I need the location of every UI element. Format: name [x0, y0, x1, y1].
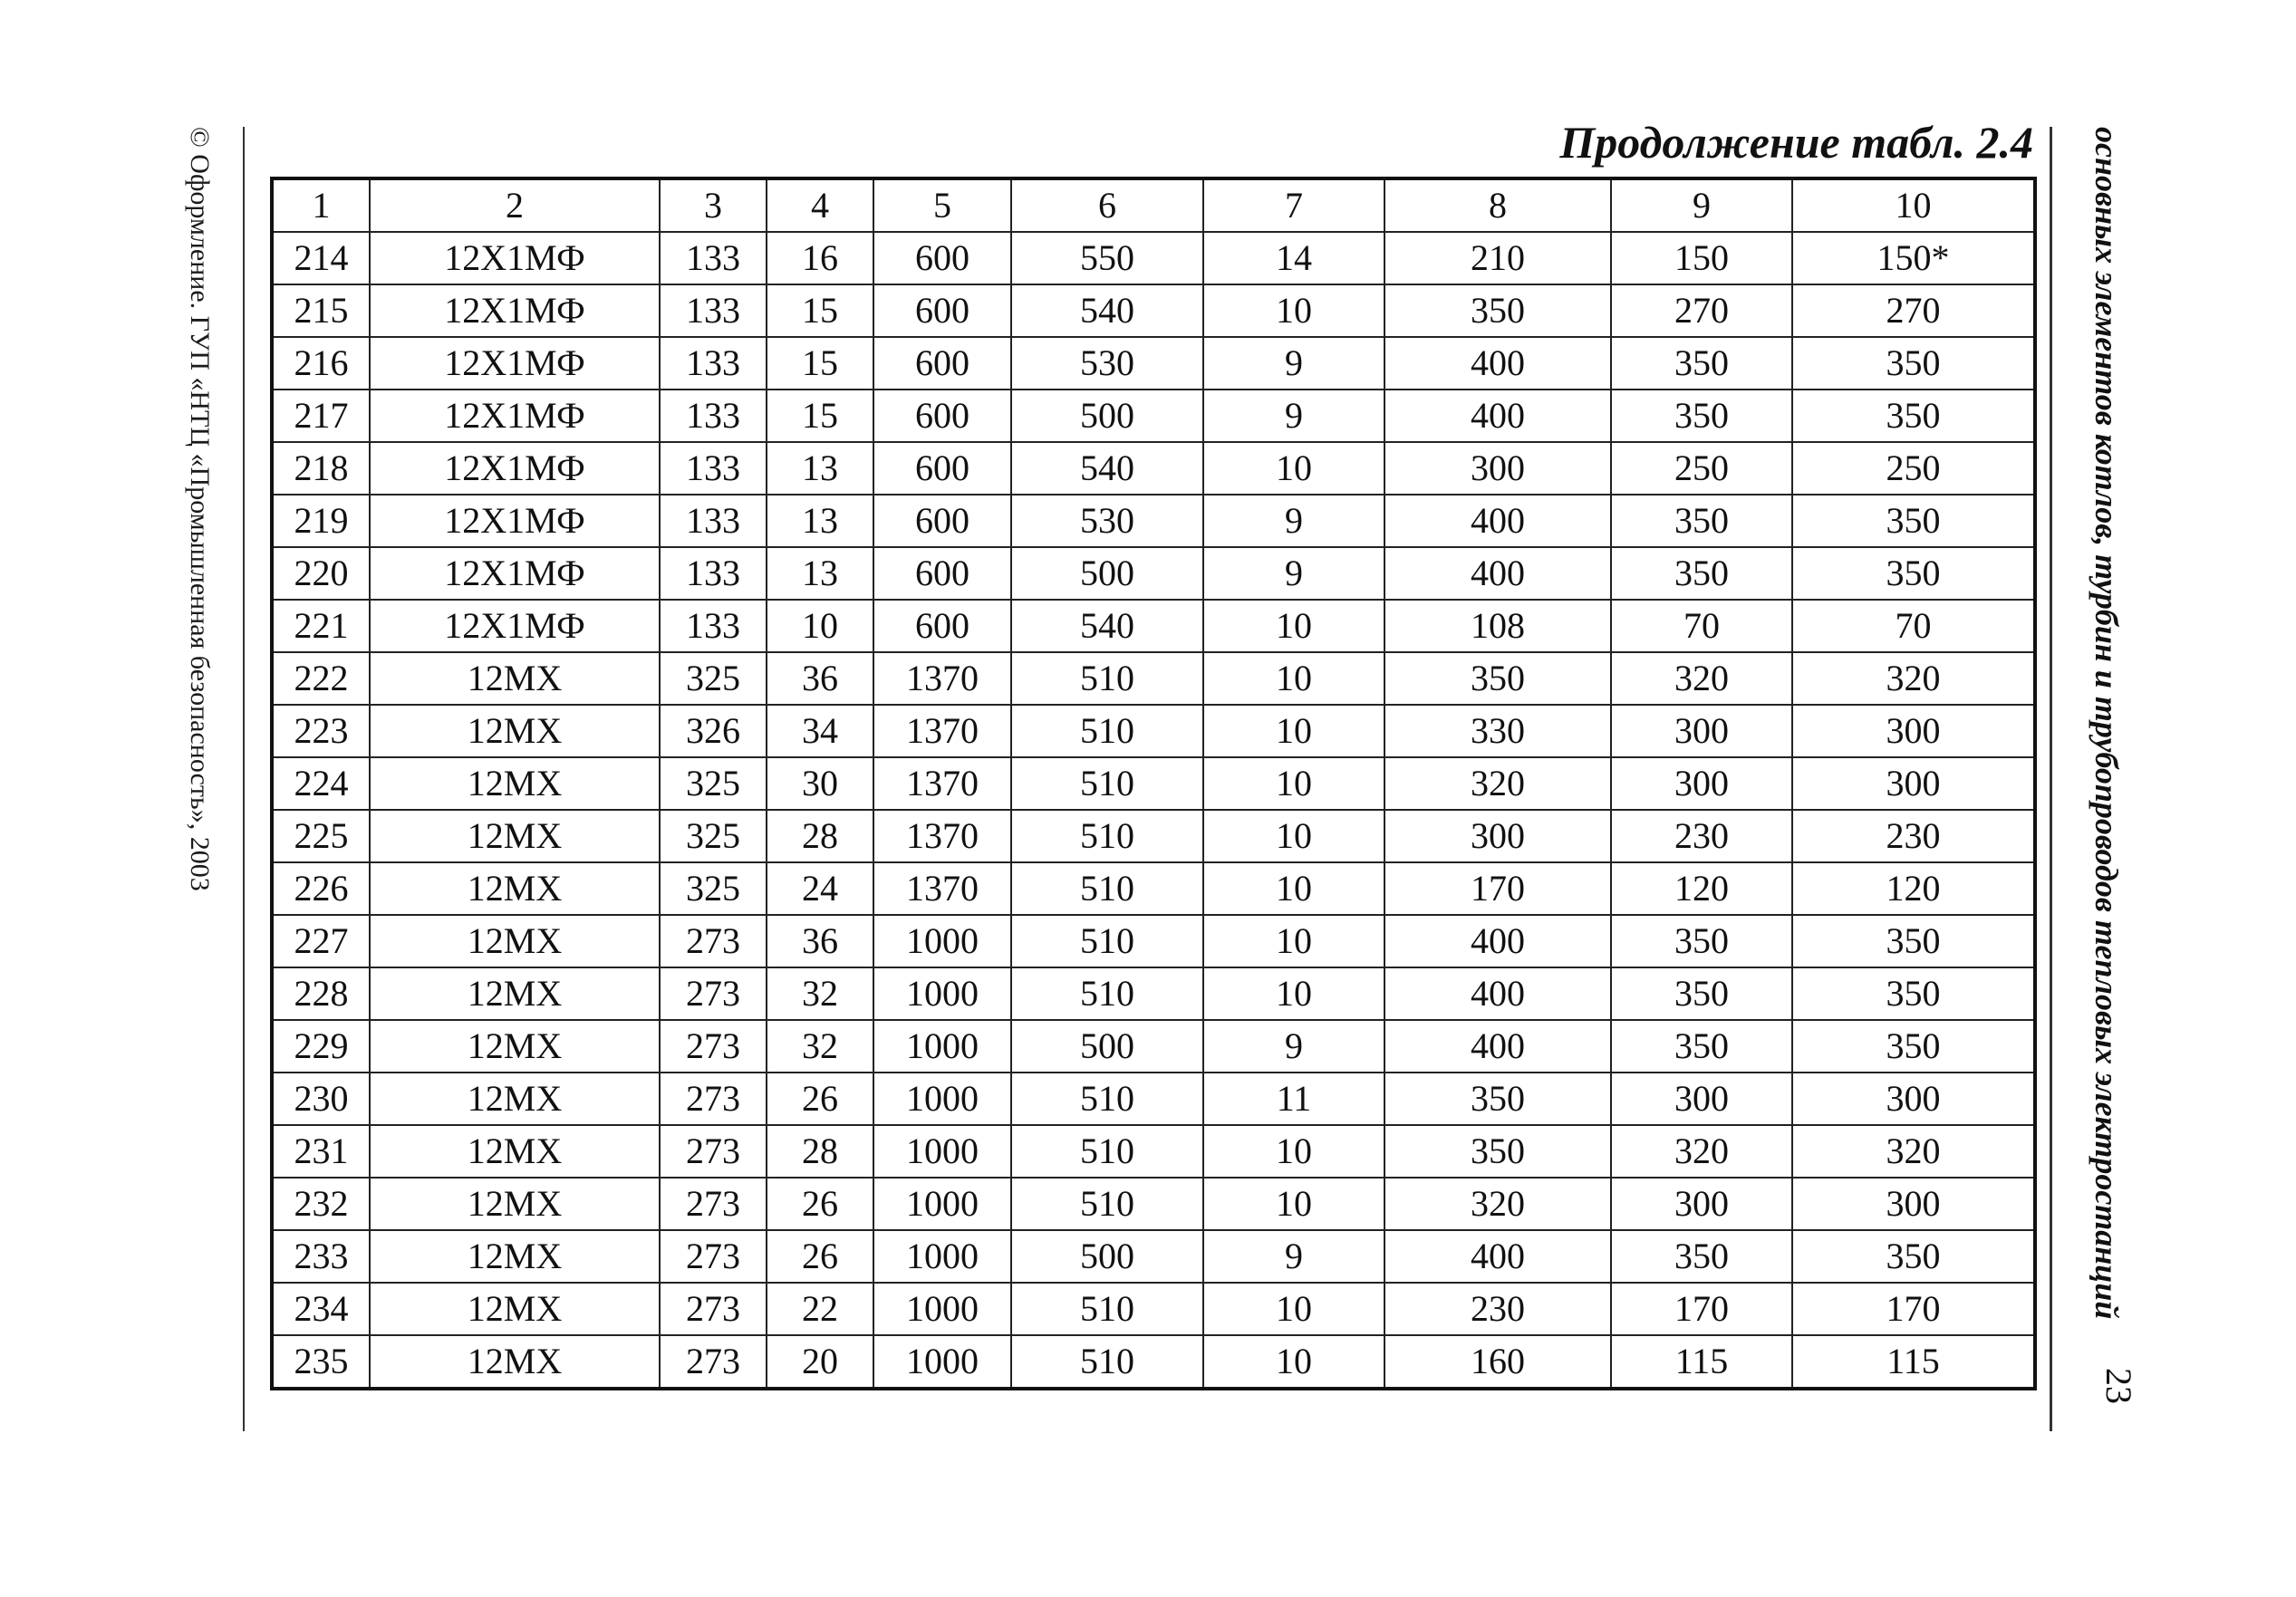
- table-cell: 320: [1792, 652, 2035, 705]
- table-cell: 540: [1011, 442, 1203, 495]
- table-cell: 500: [1011, 1230, 1203, 1283]
- table-cell: 600: [873, 390, 1011, 442]
- table-cell: 400: [1384, 337, 1611, 390]
- table-cell: 350: [1792, 495, 2035, 547]
- table-cell: 1000: [873, 967, 1011, 1020]
- table-cell: 350: [1384, 1125, 1611, 1178]
- table-cell: 12МХ: [370, 1230, 660, 1283]
- table-cell: 231: [272, 1125, 370, 1178]
- table-cell: 273: [660, 967, 767, 1020]
- table-cell: 227: [272, 915, 370, 967]
- table-cell: 1000: [873, 915, 1011, 967]
- table-cell: 300: [1384, 810, 1611, 862]
- table-cell: 326: [660, 705, 767, 757]
- table-cell: 120: [1611, 862, 1792, 915]
- table-cell: 320: [1384, 757, 1611, 810]
- table-cell: 500: [1011, 390, 1203, 442]
- table-cell: 9: [1203, 1230, 1384, 1283]
- table-cell: 350: [1611, 337, 1792, 390]
- table-cell: 133: [660, 232, 767, 284]
- table-cell: 500: [1011, 547, 1203, 600]
- column-header: 8: [1384, 178, 1611, 232]
- table-cell: 273: [660, 1335, 767, 1389]
- table-cell: 350: [1611, 390, 1792, 442]
- table-row: [272, 705, 2035, 757]
- table-cell: 9: [1203, 547, 1384, 600]
- table-cell: 300: [1792, 705, 2035, 757]
- table-cell: 510: [1011, 1073, 1203, 1125]
- table-cell: 10: [1203, 442, 1384, 495]
- table-caption: Продолжение табл. 2.4: [1559, 117, 2033, 168]
- table-cell: 600: [873, 442, 1011, 495]
- table-cell: 10: [1203, 967, 1384, 1020]
- table-cell: 350: [1611, 495, 1792, 547]
- table-cell: 224: [272, 757, 370, 810]
- table-cell: 350: [1384, 284, 1611, 337]
- table-row: [272, 810, 2035, 862]
- table-cell: 1370: [873, 705, 1011, 757]
- table-cell: 10: [1203, 810, 1384, 862]
- table-cell: 15: [767, 337, 873, 390]
- table-cell: 12МХ: [370, 705, 660, 757]
- table-cell: 11: [1203, 1073, 1384, 1125]
- table-cell: 350: [1792, 1230, 2035, 1283]
- table-cell: 510: [1011, 1178, 1203, 1230]
- column-header: 2: [370, 178, 660, 232]
- page-number: 23: [2098, 1368, 2139, 1404]
- table-cell: 350: [1792, 967, 2035, 1020]
- table-cell: 216: [272, 337, 370, 390]
- table-cell: 1370: [873, 862, 1011, 915]
- table-cell: 20: [767, 1335, 873, 1389]
- table-cell: 12МХ: [370, 810, 660, 862]
- table-cell: 36: [767, 915, 873, 967]
- table-cell: 300: [1611, 757, 1792, 810]
- table-cell: 300: [1611, 705, 1792, 757]
- table-cell: 229: [272, 1020, 370, 1073]
- table-cell: 300: [1384, 442, 1611, 495]
- table-row: [272, 232, 2035, 284]
- column-header: 7: [1203, 178, 1384, 232]
- table-cell: 12МХ: [370, 1125, 660, 1178]
- copyright-note: © Оформление. ГУП «НТЦ «Промышленная безопасность», 2003: [185, 127, 215, 891]
- table-row: [272, 652, 2035, 705]
- table-cell: 9: [1203, 495, 1384, 547]
- table-cell: 133: [660, 442, 767, 495]
- table-cell: 325: [660, 862, 767, 915]
- table-cell: 170: [1611, 1283, 1792, 1335]
- table-cell: 350: [1792, 915, 2035, 967]
- table-cell: 270: [1611, 284, 1792, 337]
- left-margin-rule: [243, 127, 245, 1431]
- table-cell: 400: [1384, 495, 1611, 547]
- table-cell: 13: [767, 547, 873, 600]
- table-cell: 12Х1МФ: [370, 600, 660, 652]
- table-cell: 133: [660, 337, 767, 390]
- table-cell: 600: [873, 600, 1011, 652]
- table-cell: 530: [1011, 337, 1203, 390]
- table-cell: 1000: [873, 1178, 1011, 1230]
- table-cell: 510: [1011, 915, 1203, 967]
- table-cell: 600: [873, 495, 1011, 547]
- column-header: 3: [660, 178, 767, 232]
- table-cell: 12МХ: [370, 1335, 660, 1389]
- table-cell: 12МХ: [370, 862, 660, 915]
- table-cell: 10: [1203, 705, 1384, 757]
- table-cell: 230: [272, 1073, 370, 1125]
- table-cell: 133: [660, 390, 767, 442]
- table-cell: 273: [660, 915, 767, 967]
- table-cell: 12Х1МФ: [370, 284, 660, 337]
- table-cell: 500: [1011, 1020, 1203, 1073]
- table-cell: 133: [660, 547, 767, 600]
- table-row: [272, 600, 2035, 652]
- table-cell: 150: [1611, 232, 1792, 284]
- table-cell: 22: [767, 1283, 873, 1335]
- table-cell: 510: [1011, 757, 1203, 810]
- table-cell: 600: [873, 547, 1011, 600]
- table-cell: 270: [1792, 284, 2035, 337]
- table-cell: 26: [767, 1178, 873, 1230]
- table-cell: 230: [1611, 810, 1792, 862]
- table-cell: 210: [1384, 232, 1611, 284]
- table-cell: 12МХ: [370, 967, 660, 1020]
- table-cell: 1370: [873, 810, 1011, 862]
- table-cell: 12МХ: [370, 652, 660, 705]
- table-cell: 12Х1МФ: [370, 232, 660, 284]
- table-cell: 510: [1011, 1283, 1203, 1335]
- table-cell: 400: [1384, 967, 1611, 1020]
- table-cell: 510: [1011, 1125, 1203, 1178]
- table-cell: 230: [1792, 810, 2035, 862]
- table-cell: 10: [767, 600, 873, 652]
- table-cell: 510: [1011, 862, 1203, 915]
- table-cell: 350: [1611, 547, 1792, 600]
- column-header: 5: [873, 178, 1011, 232]
- table-cell: 1370: [873, 757, 1011, 810]
- table-cell: 1000: [873, 1125, 1011, 1178]
- running-header: основных элементов котлов, турбин и трубопроводов тепловых электростанций: [2089, 127, 2125, 1320]
- table-cell: 600: [873, 232, 1011, 284]
- table-cell: 133: [660, 600, 767, 652]
- table-cell: 1000: [873, 1335, 1011, 1389]
- table-cell: 510: [1011, 705, 1203, 757]
- column-header: 10: [1792, 178, 2035, 232]
- table-cell: 273: [660, 1073, 767, 1125]
- table-cell: 350: [1611, 915, 1792, 967]
- table-cell: 32: [767, 967, 873, 1020]
- table-cell: 36: [767, 652, 873, 705]
- table-cell: 510: [1011, 810, 1203, 862]
- table-row: [272, 862, 2035, 915]
- table-cell: 400: [1384, 1020, 1611, 1073]
- table-cell: 330: [1384, 705, 1611, 757]
- table-row: [272, 1283, 2035, 1335]
- table-cell: 250: [1611, 442, 1792, 495]
- table-cell: 223: [272, 705, 370, 757]
- table-cell: 510: [1011, 967, 1203, 1020]
- table-cell: 10: [1203, 1283, 1384, 1335]
- table-cell: 16: [767, 232, 873, 284]
- table-cell: 320: [1384, 1178, 1611, 1230]
- table-cell: 228: [272, 967, 370, 1020]
- table-cell: 70: [1792, 600, 2035, 652]
- table-cell: 9: [1203, 390, 1384, 442]
- table-body: [272, 178, 2035, 1389]
- table-cell: 28: [767, 810, 873, 862]
- table-cell: 350: [1611, 1230, 1792, 1283]
- table-cell: 10: [1203, 1178, 1384, 1230]
- table-cell: 170: [1384, 862, 1611, 915]
- table-cell: 325: [660, 757, 767, 810]
- table-cell: 232: [272, 1178, 370, 1230]
- table-cell: 1000: [873, 1230, 1011, 1283]
- table-cell: 233: [272, 1230, 370, 1283]
- table-row: [272, 1335, 2035, 1389]
- table-cell: 222: [272, 652, 370, 705]
- table-cell: 325: [660, 810, 767, 862]
- table-cell: 214: [272, 232, 370, 284]
- table-cell: 550: [1011, 232, 1203, 284]
- table-cell: 28: [767, 1125, 873, 1178]
- table-cell: 12МХ: [370, 757, 660, 810]
- table-cell: 273: [660, 1283, 767, 1335]
- table-row: [272, 1178, 2035, 1230]
- column-header: 6: [1011, 178, 1203, 232]
- table-cell: 26: [767, 1073, 873, 1125]
- table-cell: 12МХ: [370, 1020, 660, 1073]
- table-row: [272, 915, 2035, 967]
- table-cell: 320: [1611, 1125, 1792, 1178]
- table-cell: 15: [767, 284, 873, 337]
- table-cell: 1000: [873, 1020, 1011, 1073]
- table-cell: 400: [1384, 390, 1611, 442]
- table-cell: 320: [1611, 652, 1792, 705]
- table-cell: 600: [873, 284, 1011, 337]
- column-header: 4: [767, 178, 873, 232]
- table-cell: 150*: [1792, 232, 2035, 284]
- table-cell: 300: [1611, 1178, 1792, 1230]
- table-cell: 350: [1792, 390, 2035, 442]
- table-cell: 300: [1792, 1178, 2035, 1230]
- table-row: [272, 284, 2035, 337]
- table-cell: 12Х1МФ: [370, 442, 660, 495]
- table-cell: 300: [1611, 1073, 1792, 1125]
- table-cell: 1370: [873, 652, 1011, 705]
- table-cell: 13: [767, 442, 873, 495]
- table-cell: 250: [1792, 442, 2035, 495]
- table-cell: 170: [1792, 1283, 2035, 1335]
- table-cell: 120: [1792, 862, 2035, 915]
- table-row: [272, 390, 2035, 442]
- table-cell: 15: [767, 390, 873, 442]
- table-cell: 273: [660, 1230, 767, 1283]
- table-cell: 12МХ: [370, 1178, 660, 1230]
- table-cell: 10: [1203, 600, 1384, 652]
- table-cell: 12МХ: [370, 915, 660, 967]
- table-cell: 10: [1203, 1335, 1384, 1389]
- table-row: [272, 442, 2035, 495]
- table-cell: 12Х1МФ: [370, 390, 660, 442]
- table-cell: 24: [767, 862, 873, 915]
- table-cell: 600: [873, 337, 1011, 390]
- right-margin-rule: [2050, 127, 2052, 1431]
- table-cell: 160: [1384, 1335, 1611, 1389]
- table-cell: 215: [272, 284, 370, 337]
- table-cell: 350: [1792, 547, 2035, 600]
- table-cell: 133: [660, 284, 767, 337]
- table-row: [272, 1020, 2035, 1073]
- table-cell: 350: [1792, 1020, 2035, 1073]
- table-cell: 235: [272, 1335, 370, 1389]
- table-cell: 115: [1611, 1335, 1792, 1389]
- table-cell: 530: [1011, 495, 1203, 547]
- table-cell: 30: [767, 757, 873, 810]
- table-cell: 300: [1792, 757, 2035, 810]
- table-cell: 350: [1384, 1073, 1611, 1125]
- table-row: [272, 495, 2035, 547]
- table-cell: 10: [1203, 652, 1384, 705]
- table-row: [272, 1230, 2035, 1283]
- table-header-row: [272, 178, 2035, 232]
- table-cell: 510: [1011, 1335, 1203, 1389]
- table-cell: 1000: [873, 1073, 1011, 1125]
- table-row: [272, 337, 2035, 390]
- table-cell: 217: [272, 390, 370, 442]
- table-cell: 10: [1203, 284, 1384, 337]
- table-cell: 108: [1384, 600, 1611, 652]
- table-cell: 325: [660, 652, 767, 705]
- table-cell: 273: [660, 1020, 767, 1073]
- column-header: 1: [272, 178, 370, 232]
- table-row: [272, 1073, 2035, 1125]
- table-cell: 133: [660, 495, 767, 547]
- table-cell: 540: [1011, 600, 1203, 652]
- table-cell: 26: [767, 1230, 873, 1283]
- table-cell: 10: [1203, 915, 1384, 967]
- table-cell: 234: [272, 1283, 370, 1335]
- table-cell: 9: [1203, 337, 1384, 390]
- table-cell: 14: [1203, 232, 1384, 284]
- table-cell: 13: [767, 495, 873, 547]
- table-row: [272, 1125, 2035, 1178]
- table-cell: 10: [1203, 1125, 1384, 1178]
- table-cell: 12Х1МФ: [370, 337, 660, 390]
- table-cell: 10: [1203, 757, 1384, 810]
- table-cell: 226: [272, 862, 370, 915]
- data-table: [270, 177, 2037, 1390]
- table-cell: 220: [272, 547, 370, 600]
- table-cell: 12МХ: [370, 1283, 660, 1335]
- table-cell: 12Х1МФ: [370, 495, 660, 547]
- table-cell: 273: [660, 1125, 767, 1178]
- table-cell: 273: [660, 1178, 767, 1230]
- table-cell: 225: [272, 810, 370, 862]
- table-cell: 400: [1384, 547, 1611, 600]
- table-cell: 400: [1384, 915, 1611, 967]
- table-cell: 350: [1792, 337, 2035, 390]
- table-cell: 510: [1011, 652, 1203, 705]
- table-cell: 34: [767, 705, 873, 757]
- table-cell: 300: [1792, 1073, 2035, 1125]
- table-cell: 400: [1384, 1230, 1611, 1283]
- table-cell: 230: [1384, 1283, 1611, 1335]
- table-cell: 32: [767, 1020, 873, 1073]
- table-cell: 9: [1203, 1020, 1384, 1073]
- table-cell: 350: [1611, 967, 1792, 1020]
- table-cell: 10: [1203, 862, 1384, 915]
- table-cell: 540: [1011, 284, 1203, 337]
- table-cell: 221: [272, 600, 370, 652]
- table-cell: 320: [1792, 1125, 2035, 1178]
- table-cell: 1000: [873, 1283, 1011, 1335]
- table-cell: 115: [1792, 1335, 2035, 1389]
- table-cell: 219: [272, 495, 370, 547]
- table-cell: 70: [1611, 600, 1792, 652]
- table-cell: 12МХ: [370, 1073, 660, 1125]
- table-cell: 218: [272, 442, 370, 495]
- table-cell: 12Х1МФ: [370, 547, 660, 600]
- table-cell: 350: [1611, 1020, 1792, 1073]
- table-row: [272, 757, 2035, 810]
- column-header: 9: [1611, 178, 1792, 232]
- table-cell: 350: [1384, 652, 1611, 705]
- table-row: [272, 547, 2035, 600]
- table-row: [272, 967, 2035, 1020]
